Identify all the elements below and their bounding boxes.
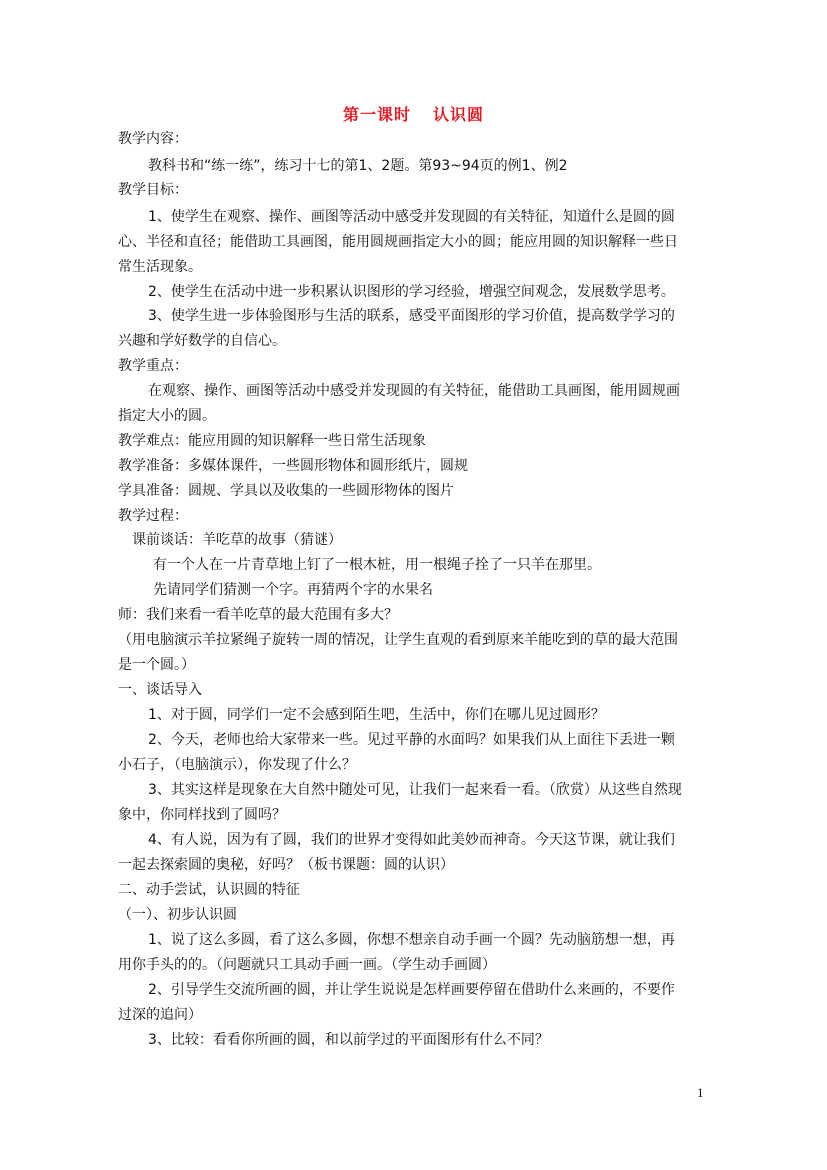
subsection-heading: （一）、初步认识圆 [118, 907, 237, 923]
paragraph-line: 4、有人说，因为有了圆，我们的世界才变得如此美妙而神奇。今天这节课，就让我们 [148, 832, 675, 848]
page-number: 1 [697, 1085, 704, 1100]
section-heading-goals: 教学目标： [118, 182, 188, 198]
section-heading-content: 教学内容： [118, 131, 188, 147]
paragraph-line: 3、使学生进一步体验图形与生活的联系，感受平面图形的学习价值，提高数学学习的 [148, 308, 675, 324]
section-heading-intro: 一、谈话导入 [118, 682, 202, 698]
section-heading-preparation: 教学准备：多媒体课件，一些圆形物体和圆形纸片，圆规 [118, 458, 468, 474]
paragraph-line: 3、其实这样是现象在大自然中随处可见，让我们一起来看一看。（欣赏）从这些自然现 [148, 782, 682, 798]
paragraph-line: 2、今天，老师也给大家带来一些。见过平静的水面吗？如果我们从上面往下丢进一颗 [148, 732, 675, 748]
paragraph-line: 用你手头的的。（问题就只工具动手画一画。（学生动手画圆） [118, 957, 496, 973]
paragraph-line: 小石子，（电脑演示），你发现了什么？ [118, 757, 356, 773]
paragraph-line: 象中，你同样找到了圆吗？ [118, 807, 286, 823]
paragraph-line: 2、使学生在活动中进一步积累认识图形的学习经验，增强空间观念，发展数学思考。 [148, 284, 675, 300]
paragraph-line: 是一个圆。） [118, 657, 195, 673]
lesson-title-part2: 认识圆 [433, 105, 485, 124]
paragraph-line: 课前谈话：羊吃草的故事（猜谜） [132, 532, 342, 548]
paragraph-line: 1、对于圆，同学们一定不会感到陌生吧，生活中，你们在哪儿见过圆形？ [148, 707, 605, 723]
paragraph-line: 有一个人在一片青草地上钉了一根木桩，用一根绳子拴了一只羊在那里。 [153, 557, 601, 573]
lesson-title [0, 102, 827, 125]
paragraph-line: 指定大小的圆。 [118, 408, 216, 424]
paragraph-line: （用电脑演示羊拉紧绳子旋转一周的情况，让学生直观的看到原来羊能吃到的草的最大范围 [118, 632, 678, 648]
section-heading-tools: 学具准备：圆规、学具以及收集的一些圆形物体的图片 [118, 483, 454, 499]
paragraph-line: 1、使学生在观察、操作、画图等活动中感受并发现圆的有关特征，知道什么是圆的圆 [148, 209, 675, 225]
paragraph-line: 心、半径和直径；能借助工具画图，能用圆规画指定大小的圆；能应用圆的知识解释一些日 [118, 234, 678, 250]
paragraph-line: 师：我们来看一看羊吃草的最大范围有多大？ [118, 607, 398, 623]
section-heading-hands-on: 二、动手尝试，认识圆的特征 [118, 882, 300, 898]
paragraph-line: 在观察、操作、画图等活动中感受并发现圆的有关特征，能借助工具画图，能用圆规画 [148, 383, 680, 399]
paragraph-line: 2、引导学生交流所画的圆，并让学生说说是怎样画要停留在借助什么来画的，不要作 [148, 982, 675, 998]
paragraph-line: 常生活现象。 [118, 259, 202, 275]
paragraph-line: 3、比较：看看你所画的圆，和以前学过的平面图形有什么不同？ [148, 1032, 549, 1048]
lesson-title-part1: 第一课时 [342, 105, 411, 124]
paragraph-line: 教科书和“练一练”，练习十七的第1、2题。第93~94页的例1、例2 [148, 158, 568, 174]
section-heading-difficulty: 教学难点：能应用圆的知识解释一些日常生活现象 [118, 433, 426, 449]
paragraph-line: 兴趣和学好数学的自信心。 [118, 333, 286, 349]
paragraph-line: 过深的追问） [118, 1007, 202, 1023]
paragraph-line: 先请同学们猜测一个字。再猜两个字的水果名 [153, 582, 433, 598]
paragraph-line: 1、说了这么多圆，看了这么多圆，你想不想亲自动手画一个圆？先动脑筋想一想，再 [148, 932, 675, 948]
paragraph-line: 一起去探索圆的奥秘，好吗？（板书课题：圆的认识） [118, 857, 454, 873]
section-heading-key-points: 教学重点： [118, 358, 188, 374]
section-heading-process: 教学过程： [118, 508, 188, 524]
